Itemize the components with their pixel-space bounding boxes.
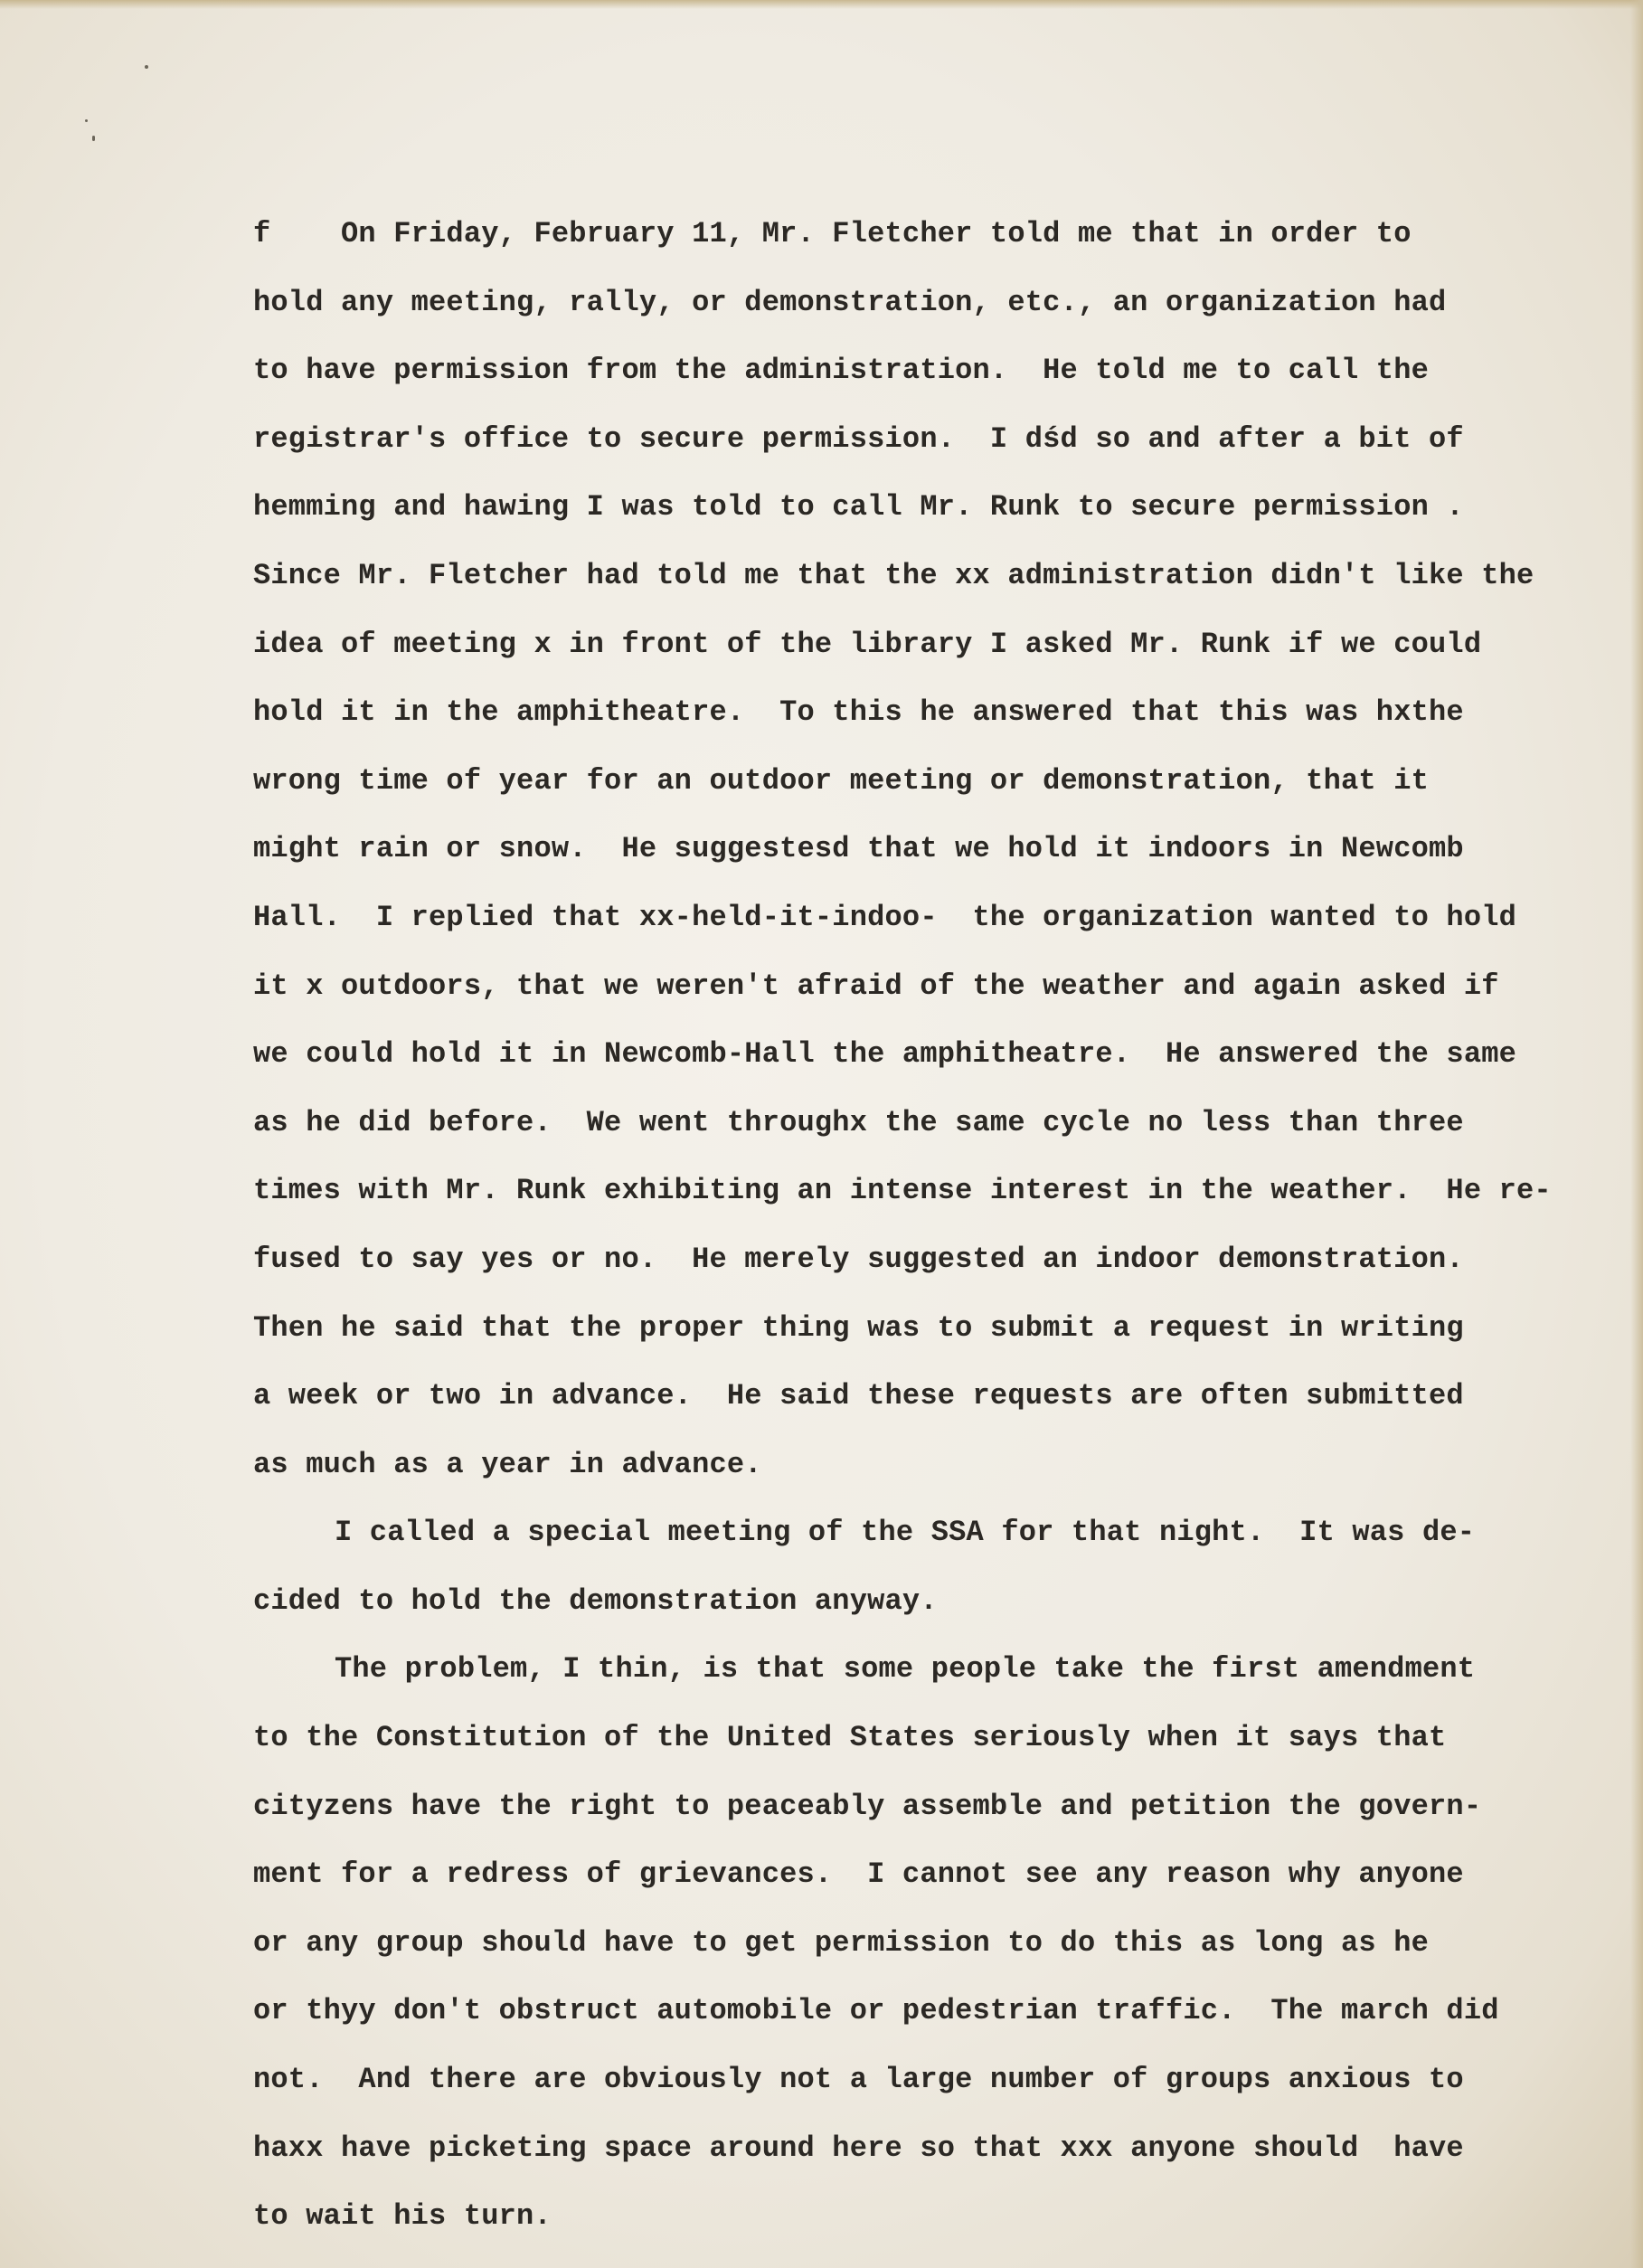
text-line: to the Constitution of the United States seriously when it says that: [253, 1721, 1447, 1755]
text-line: haxx have picketing space around here so that xxx anyone should have: [253, 2131, 1464, 2165]
text-line: hemming and hawing I was told to call Mr. Runk to secure permission .: [253, 490, 1464, 524]
text-line: as much as a year in advance.: [253, 1447, 762, 1481]
text-line: to wait his turn.: [253, 2199, 552, 2234]
text-line: a week or two in advance. He said these requests are often submitted: [253, 1379, 1464, 1413]
paper-edge-top: [0, 0, 1643, 9]
text-line: not. And there are obviously not a large number of groups anxious to: [253, 2063, 1464, 2097]
text-line: or any group should have to get permission to do this as long as he: [253, 1925, 1430, 1960]
text-line: Then he said that the proper thing was to submit a request in writing: [253, 1310, 1464, 1345]
text-line: idea of meeting x in front of the library I asked Mr. Runk if we could: [253, 627, 1482, 661]
text-line: wrong time of year for an outdoor meeting or demonstration, that it: [253, 763, 1430, 798]
text-line: Since Mr. Fletcher had told me that the xx administration didn't like the: [253, 558, 1534, 592]
paper-edge-right: [1630, 0, 1643, 2268]
text-line: hold any meeting, rally, or demonstration, etc., an organization had: [253, 285, 1447, 319]
text-line: hold it in the amphitheatre. To this he answered that this was hxthe: [253, 695, 1464, 730]
text-line: cityzens have the right to peaceably assemble and petition the govern-: [253, 1789, 1482, 1823]
text-line: I called a special meeting of the SSA for that night. It was de-: [335, 1516, 1476, 1550]
text-line: times with Mr. Runk exhibiting an intense interest in the weather. He re-: [253, 1174, 1552, 1208]
paper-speck: [145, 65, 148, 69]
text-line: to have permission from the administration. He told me to call the: [253, 354, 1430, 388]
text-line: cided to hold the demonstration anyway.: [253, 1583, 938, 1618]
text-line: f On Friday, February 11, Mr. Fletcher told me that in order to: [253, 217, 1412, 250]
text-line: it x outdoors, that we weren't afraid of the weather and again asked if: [253, 969, 1499, 1003]
paper-speck: [92, 136, 95, 141]
text-line: or thyy don't obstruct automobile or pedestrian traffic. The march did: [253, 1994, 1499, 2028]
typewritten-text: [253, 213, 1552, 2264]
text-line: ment for a redress of grievances. I cannot see any reason why anyone: [253, 1857, 1464, 1892]
text-line: might rain or snow. He suggestesd that we hold it indoors in Newcomb: [253, 832, 1464, 866]
text-line: fused to say yes or no. He merely suggested an indoor demonstration.: [253, 1242, 1464, 1276]
text-line: as he did before. We went throughx the same cycle no less than three: [253, 1105, 1464, 1139]
paper-speck: [85, 119, 88, 122]
text-line: we could hold it in Newcomb-Hall the amphitheatre. He answered the same: [253, 1037, 1517, 1072]
text-line: Hall. I replied that xx-held-it-indoo- the organization wanted to hold: [253, 900, 1517, 934]
text-line: registrar's office to secure permission. I dśd so and after a bit of: [253, 421, 1464, 456]
text-line: The problem, I thin, is that some people take the first amendment: [335, 1652, 1476, 1687]
